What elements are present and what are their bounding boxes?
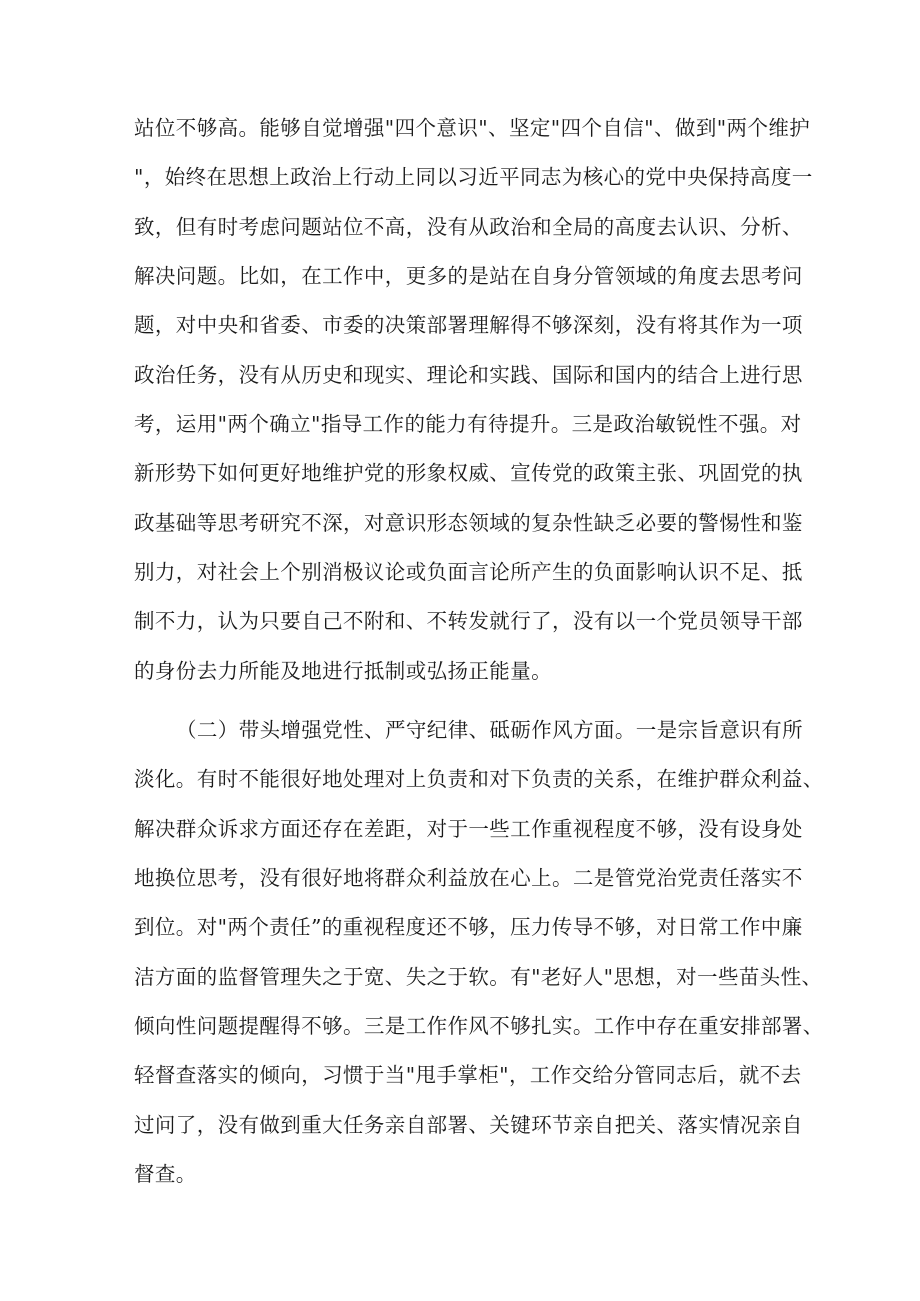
text-line: 致，但有时考虑问题站位不高，没有从政治和全局的高度去认识、分析、 [134, 215, 803, 239]
text-line: 到位。对"两个责任”的重视程度还不够，压力传导不够，对日常工作中廉 [134, 915, 803, 939]
text-line: 督查。 [134, 1162, 197, 1186]
text-line: 别力，对社会上个别消极议论或负面言论所产生的负面影响认识不足、抵 [134, 560, 803, 584]
text-line: 政基础等思考研究不深，对意识形态领域的复杂性缺乏必要的警惕性和鉴 [134, 511, 803, 535]
text-line: 淡化。有时不能很好地处理对上负责和对下负责的关系，在维护群众利益、 [134, 767, 824, 791]
text-line: 新形势下如何更好地维护党的形象权威、宣传党的政策主张、巩固党的执 [134, 461, 803, 485]
text-line: 考，运用"两个确立"指导工作的能力有待提升。三是政治敏锐性不强。对 [134, 412, 802, 436]
text-line: 轻督查落实的倾向，习惯于当"甩手掌柜"，工作交给分管同志后，就不去 [134, 1063, 802, 1087]
text-line: 过问了，没有做到重大任务亲自部署、关键环节亲自把关、落实情况亲自 [134, 1113, 803, 1137]
text-line: 政治任务，没有从历史和现实、理论和实践、国际和国内的结合上进行思 [134, 363, 803, 387]
text-line: 站位不够高。能够自觉增强"四个意识"、坚定"四个自信"、做到"两个维护 [134, 116, 811, 140]
text-line: 地换位思考，没有很好地将群众利益放在心上。二是管党治党责任落实不 [134, 866, 803, 890]
text-line: （二）带头增强党性、严守纪律、砥砺作风方面。一是宗旨意识有所 [176, 718, 803, 742]
text-line: 的身份去力所能及地进行抵制或弘扬正能量。 [134, 659, 552, 683]
text-line: 解决问题。比如，在工作中，更多的是站在自身分管领域的角度去思考问 [134, 264, 803, 288]
text-line: 倾向性问题提醒得不够。三是工作作风不够扎实。工作中存在重安排部署、 [134, 1014, 824, 1038]
text-line: "，始终在思想上政治上行动上同以习近平同志为核心的党中央保持高度一 [134, 165, 813, 189]
text-line: 洁方面的监督管理失之于宽、失之于软。有"老好人"思想，对一些苗头性、 [134, 965, 823, 989]
text-line: 题，对中央和省委、市委的决策部署理解得不够深刻，没有将其作为一项 [134, 313, 803, 337]
text-line: 解决群众诉求方面还存在差距，对于一些工作重视程度不够，没有设身处 [134, 817, 803, 841]
text-line: 制不力，认为只要自己不附和、不转发就行了，没有以一个党员领导干部 [134, 609, 803, 633]
